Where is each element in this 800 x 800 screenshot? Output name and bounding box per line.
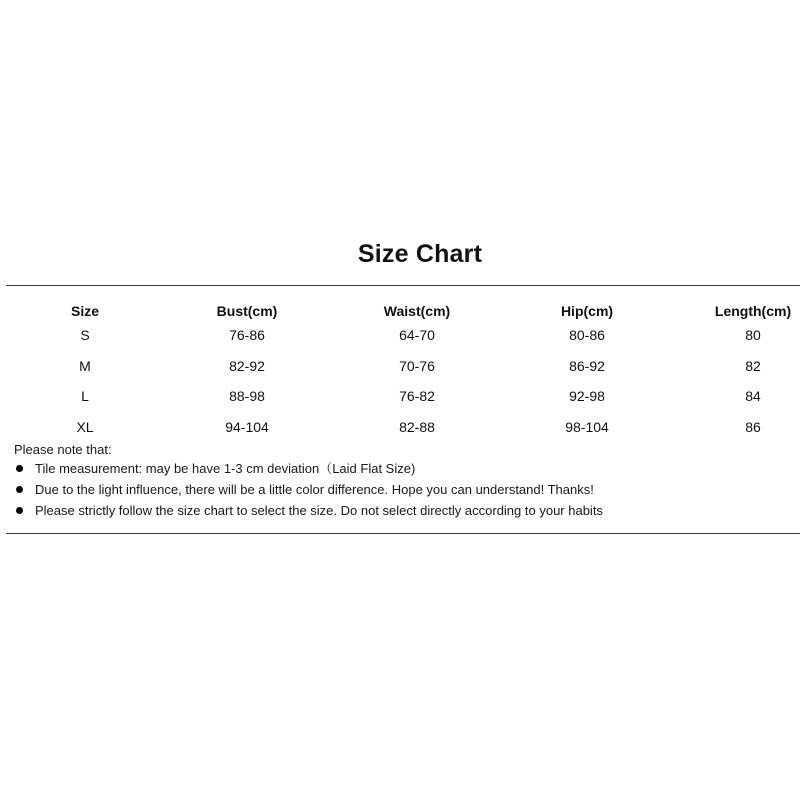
cell-waist: 82-88	[399, 419, 435, 435]
bullet-icon	[16, 507, 23, 514]
header-length: Length(cm)	[714, 303, 792, 319]
cell-hip: 98-104	[565, 419, 609, 435]
cell-hip: 92-98	[569, 388, 605, 404]
bullet-icon	[16, 486, 23, 493]
cell-length: 84	[745, 388, 761, 404]
note-text: Please strictly follow the size chart to select the size. Do not select directly according to your habits	[35, 503, 603, 518]
cell-waist: 70-76	[399, 358, 435, 374]
bottom-divider	[6, 533, 800, 534]
cell-bust: 76-86	[229, 327, 265, 343]
cell-length: 86	[745, 419, 761, 435]
notes-title: Please note that:	[14, 442, 112, 457]
cell-waist: 64-70	[399, 327, 435, 343]
header-bust: Bust(cm)	[216, 303, 278, 319]
cell-length: 82	[745, 358, 761, 374]
note-text: Due to the light influence, there will be a little color difference. Hope you can understand! Thanks!	[35, 482, 594, 497]
cell-size: S	[80, 327, 90, 343]
cell-bust: 82-92	[229, 358, 265, 374]
cell-length: 80	[745, 327, 761, 343]
cell-size: M	[79, 358, 91, 374]
note-text: Tile measurement: may be have 1-3 cm deviation（Laid Flat Size)	[35, 461, 416, 476]
note-item	[14, 502, 603, 519]
cell-hip: 86-92	[569, 358, 605, 374]
header-size: Size	[70, 303, 99, 319]
note-item	[14, 460, 603, 477]
cell-size: XL	[76, 419, 94, 435]
notes-section	[14, 441, 603, 523]
top-divider	[6, 285, 800, 286]
cell-hip: 80-86	[569, 327, 605, 343]
header-hip: Hip(cm)	[560, 303, 614, 319]
note-item	[14, 481, 603, 498]
cell-size: L	[81, 388, 89, 404]
cell-waist: 76-82	[399, 388, 435, 404]
header-waist: Waist(cm)	[383, 303, 451, 319]
cell-bust: 94-104	[225, 419, 269, 435]
bullet-icon	[16, 465, 23, 472]
cell-bust: 88-98	[229, 388, 265, 404]
page-title: Size Chart	[357, 240, 483, 268]
